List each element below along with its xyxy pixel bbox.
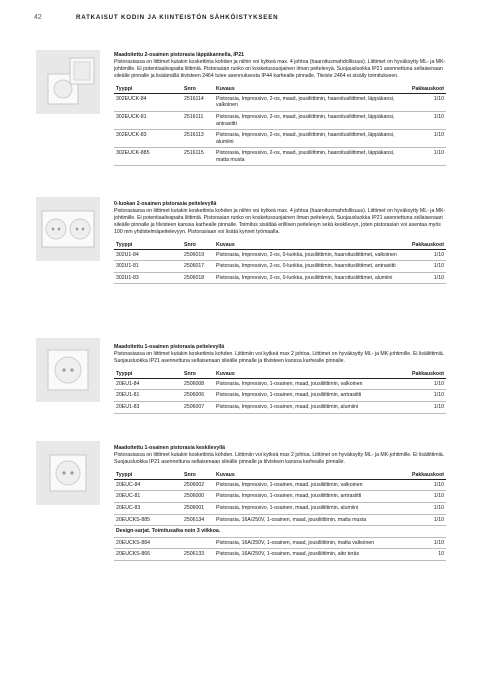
cell-snro: 2506008 <box>182 378 214 390</box>
cell-package: 10 <box>400 549 446 561</box>
cell-snro: 2506018 <box>182 272 214 284</box>
cell-package: 1/10 <box>400 390 446 402</box>
cell-snro: 2506133 <box>182 549 214 561</box>
cell-description: Pistorasia, 16A/250V, 1-osainen, maad, jousiliittimin, matta valkoinen <box>214 537 400 549</box>
cell-package: 1/10 <box>400 111 446 129</box>
product-table <box>114 85 446 167</box>
header-description: Kuvaus <box>214 241 400 250</box>
cell-snro: 2506002 <box>182 479 214 491</box>
cell-type: 20EUC-83 <box>114 503 182 515</box>
cell-description: Pistorasia, Impressivo, 1-osainen, maad, jousiliittimin, valkoinen <box>214 378 400 390</box>
table-row <box>114 130 446 148</box>
product-table <box>114 370 446 414</box>
header-snro: Snro <box>182 241 214 250</box>
cell-snro: 2506001 <box>182 503 214 515</box>
cell-description: Pistorasia, Impressivo, 1-osainen, maad, jousiliittimin, alumiini <box>214 402 400 414</box>
cell-type: 302EUCK-83 <box>114 130 182 148</box>
product-description: Pistorasiassa on liittimet kutakin koskettinta kohden. Liittimiin voi kytkeä max 2 johtoa. Liittimet on hyväksytty ML- ja MK-johtimille. Ei lisäliittimiä. Suojausluokka IP21 asennettuna sellaisenaan sileälle pinnalle ja tilvisteen kanssa karhealle pinnalle. <box>114 452 445 465</box>
cell-type: 302EUCK-84 <box>114 93 182 111</box>
header-type: Tyyppi <box>114 241 182 250</box>
cell-description: Pistorasia, Impressivo, 2-os, maad, jousiliittimin, haaroitusliittimet, läppäkansi, valkoinen <box>214 93 400 111</box>
table-row <box>114 148 446 166</box>
table-row <box>114 537 446 549</box>
cell-package: 1/10 <box>400 402 446 414</box>
header-package: Pakkauskoot <box>400 85 446 94</box>
product-title: Maadoitettu 1-osainen pistorasia peitelevyllä <box>114 344 225 350</box>
cell-type: 20EUC-84 <box>114 479 182 491</box>
cell-description: Pistorasia, Impressivo, 1-osainen, maad, jousiliittimin, valkoinen <box>214 479 400 491</box>
product-description: Pistorasiassa on liittimet kutakin koskettinta kohden. Liittimiin voi kytkeä max 2 johtoa. Liittimet on hyväksytty ML- ja MK-johtimille. Ei lisäliittimiä. Suojausluokka IP21 asennettuna sellaisenaan sileälle pinnalle ja tilvisteen kanssa karhealle pinnalle. <box>114 351 445 364</box>
cell-type: 302EUCK-885 <box>114 148 182 166</box>
table-row <box>114 272 446 284</box>
subheading-design-series: Design-sarjat. Toimitusaika noin 3 viikkoa. <box>114 526 446 538</box>
cell-type: 20EUCKS-885 <box>114 514 182 526</box>
table-row <box>114 503 446 515</box>
product-description: Pistorasiassa on liittimet kutakin koskettinta kohden ja niihin voi kytkeä max. 4 johtoa (haaroitusmahdollisuus). Liittimet on hyväksytty ML- ja MK-johtimille. Ei potentiaalivapaita liittimiä. Pistorasian runko on kosketussuojainen ilman peitelevyä. Suojausluokka IP21 asennettuna sellaisenaan sileälle pinnalle ja tilvisteen kanssa karhealle pinnalle. Toimitus sisältää erillisen peitelevyn sekä keskilevyn, joten pistorasian voi asentaa myös 100 mm yhdistelmäpeitelevyyn. Pistorasiaan voi lisätä kynnet työmaalla. <box>114 208 446 235</box>
header-snro: Snro <box>182 370 214 379</box>
cell-package: 1/10 <box>400 130 446 148</box>
product-table <box>114 471 446 561</box>
cell-type: 20EUCKS-884 <box>114 537 182 549</box>
header-snro: Snro <box>182 85 214 94</box>
cell-description: Pistorasia, Impressivo, 2-os, 0-luokka, jousiliittimin, haaroitusliittimet, antrasiitti <box>214 261 400 273</box>
table-row <box>114 479 446 491</box>
header-type: Tyyppi <box>114 471 182 480</box>
cell-package: 1/10 <box>400 148 446 166</box>
cell-description: Pistorasia, 16A/250V, 1-osainen, maad, jousiliittimin, aito teräs <box>214 549 400 561</box>
cell-description: Pistorasia, Impressivo, 2-os, maad, jousiliittimin, haaroitusliittimet, läppäkansi, alumiini <box>214 130 400 148</box>
product-title: Maadoitettu 1-osainen pistorasia keskilevyllä <box>114 445 225 451</box>
cell-type: 20EU1-81 <box>114 390 182 402</box>
table-row <box>114 249 446 261</box>
table-header-row <box>114 471 446 480</box>
cell-snro: 2506017 <box>182 261 214 273</box>
cell-package: 1/10 <box>400 378 446 390</box>
table-row <box>114 549 446 561</box>
header-description: Kuvaus <box>214 85 400 94</box>
single-socket-centre-plate-image <box>36 441 100 505</box>
cell-type: 20EUC-81 <box>114 491 182 503</box>
header-package: Pakkauskoot <box>400 471 446 480</box>
cell-snro: 2506000 <box>182 491 214 503</box>
product-title: Maadoitettu 2-osainen pistorasia läppäkannella, IP21 <box>114 52 245 58</box>
cell-snro: 2506007 <box>182 402 214 414</box>
cell-type: 20EU1-83 <box>114 402 182 414</box>
cell-snro: 2506019 <box>182 249 214 261</box>
cell-description: Pistorasia, Impressivo, 1-osainen, maad, jousiliittimin, antrasiitti <box>214 390 400 402</box>
cell-package: 1/10 <box>400 261 446 273</box>
cell-description: Pistorasia, Impressivo, 2-os, 0-luokka, jousiliittimin, haaroitusliittimet, alumiini <box>214 272 400 284</box>
cell-type: 20EU1-84 <box>114 378 182 390</box>
cell-snro: 2516115 <box>182 148 214 166</box>
product-description: Pistorasiassa on liittimet kutakin koskettinta kohden ja niihin voi kytkeä max. 4 johtoa (haaroitusmahdollisuus). Liittimet on hyväksytty ML- ja MK-johtimille. Ei potentiaalivapaita liittimiä. Pistorasian runko on kosketussuojainen ilman peitelevyä. Suojausluokka IP21 asennettuna sellaisenaan sileälle pinnalle ja lisäämällä tiivisteen 2464 tulee asennuksesta IP44 karhealle pinnalle. Tiiviste 2464 ei sisälly toimitukseen. <box>114 59 446 79</box>
cell-description: Pistorasia, 16A/250V, 1-osainen, maad, jousiliittimin, matta musta <box>214 514 400 526</box>
cell-package: 1/10 <box>400 93 446 111</box>
cell-snro <box>182 537 214 549</box>
cell-type: 302U1-84 <box>114 249 182 261</box>
socket-flip-lid-image <box>36 50 100 114</box>
header-description: Kuvaus <box>214 471 400 480</box>
table-row <box>114 390 446 402</box>
cell-package: 1/10 <box>400 503 446 515</box>
table-header-row <box>114 370 446 379</box>
page-number: 42 <box>34 14 42 21</box>
cell-snro: 2506134 <box>182 514 214 526</box>
cell-snro: 2516114 <box>182 93 214 111</box>
table-row <box>114 402 446 414</box>
table-row <box>114 378 446 390</box>
cell-description: Pistorasia, Impressivo, 1-osainen, maad, jousiliittimin, antrasiitti <box>214 491 400 503</box>
header-description: Kuvaus <box>214 370 400 379</box>
cell-snro: 2516113 <box>182 130 214 148</box>
cell-snro: 2506006 <box>182 390 214 402</box>
cell-type: 302U1-83 <box>114 272 182 284</box>
cell-description: Pistorasia, Impressivo, 2-os, 0-luokka, jousiliittimin, haaroitusliittimet, valkoinen <box>214 249 400 261</box>
single-socket-cover-image <box>36 338 100 402</box>
cell-snro: 2516111 <box>182 111 214 129</box>
header-type: Tyyppi <box>114 370 182 379</box>
cell-package: 1/10 <box>400 537 446 549</box>
table-row <box>114 93 446 111</box>
table-row <box>114 514 446 526</box>
table-subheading-row <box>114 526 446 538</box>
cell-package: 1/10 <box>400 514 446 526</box>
header-type: Tyyppi <box>114 85 182 94</box>
table-row <box>114 111 446 129</box>
cell-type: 302U1-81 <box>114 261 182 273</box>
table-row <box>114 491 446 503</box>
cell-description: Pistorasia, Impressivo, 2-os, maad, jousiliittimin, haaroitusliittimet, läppäkansi, antrasiitti <box>214 111 400 129</box>
product-table <box>114 241 446 285</box>
cell-package: 1/10 <box>400 491 446 503</box>
header-snro: Snro <box>182 471 214 480</box>
cell-description: Pistorasia, Impressivo, 1-osainen, maad, jousiliittimin, alumiini <box>214 503 400 515</box>
cell-description: Pistorasia, Impressivo, 2-os, maad, jousiliittimin, haaroitusliittimet, läppäkansi, matta musta <box>214 148 400 166</box>
product-title: 0-luokan 2-osainen pistorasia peitelevyllä <box>114 201 217 207</box>
double-socket-image <box>36 197 100 261</box>
cell-package: 1/10 <box>400 272 446 284</box>
cell-package: 1/10 <box>400 249 446 261</box>
table-header-row <box>114 85 446 94</box>
header-package: Pakkauskoot <box>400 241 446 250</box>
page-header-title: RATKAISUT KODIN JA KIINTEISTÖN SÄHKÖISTYKSEEN <box>76 14 279 21</box>
header-package: Pakkauskoot <box>400 370 446 379</box>
table-header-row <box>114 241 446 250</box>
cell-type: 20EUCKS-866 <box>114 549 182 561</box>
cell-package: 1/10 <box>400 479 446 491</box>
table-row <box>114 261 446 273</box>
cell-type: 302EUCK-81 <box>114 111 182 129</box>
